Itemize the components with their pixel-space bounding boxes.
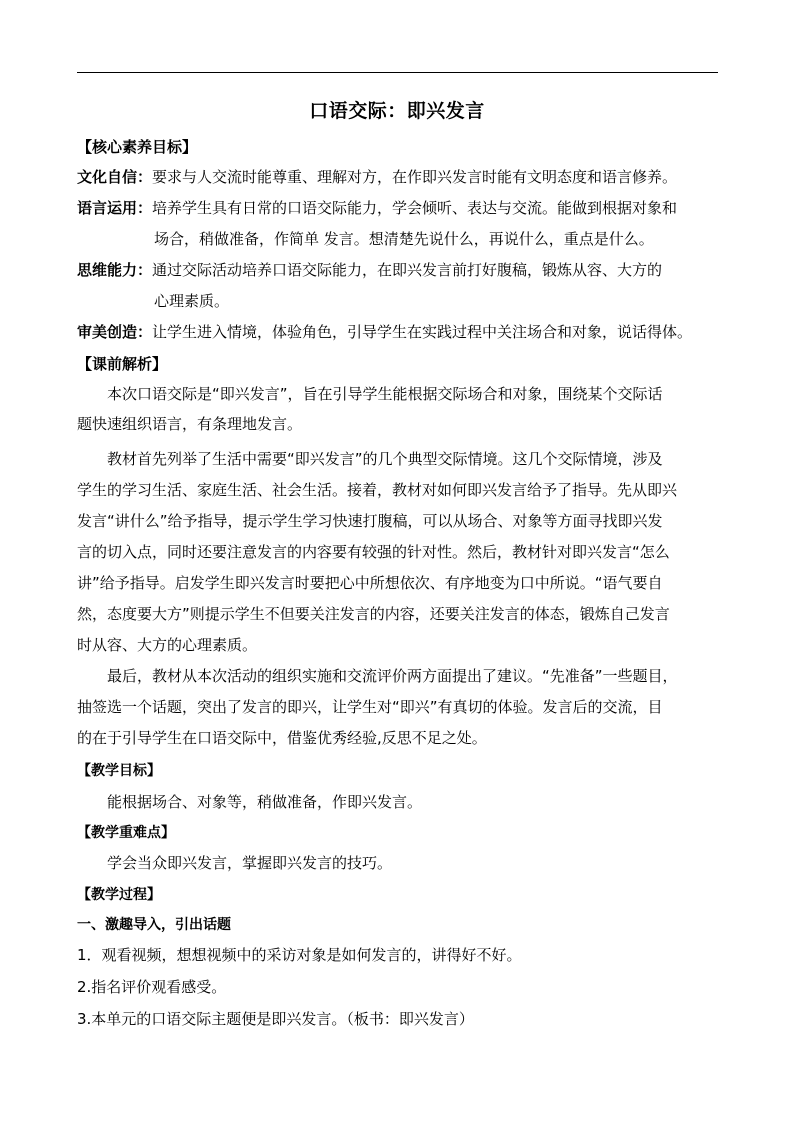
keypoints-text: 学会当众即兴发言，掌握即兴发言的技巧。 xyxy=(107,854,393,872)
goal-text-continued: 场合，稍做准备，作简单 发言。想清楚先说什么，再说什么，重点是什么。 xyxy=(154,230,654,248)
goal-label: 语言运用： xyxy=(77,199,153,217)
analysis-line: 抽签选一个话题，突出了发言的即兴，让学生对“即兴”有真切的体验。发言后的交流，目 xyxy=(77,698,663,716)
process-step-heading: 一、激趣导入，引出话题 xyxy=(77,917,231,933)
objective-text: 能根据场合、对象等，稍做准备，作即兴发言。 xyxy=(107,793,423,811)
goal-label: 思维能力： xyxy=(77,261,153,279)
goal-label: 文化自信： xyxy=(77,168,153,186)
goal-thinking xyxy=(77,260,662,280)
page-title: 口语交际：即兴发言 xyxy=(309,100,485,122)
analysis-line: 然，态度要大方”则提示学生不但要关注发言的内容，还要关注发言的体态，锻炼自己发言 xyxy=(77,605,670,623)
goal-aesthetic xyxy=(77,322,692,342)
analysis-line: 本次口语交际是“即兴发言”，旨在引导学生能根据交际场合和对象，围绕某个交际话 xyxy=(107,385,663,403)
process-item: 1．观看视频，想想视频中的采访对象是如何发言的，讲得好不好。 xyxy=(77,946,522,964)
analysis-line: 发言“讲什么”给予指导，提示学生学习快速打腹稿，可以从场合、对象等方面寻找即兴发 xyxy=(77,512,663,530)
goal-culture xyxy=(77,167,677,187)
goal-language xyxy=(77,198,677,218)
analysis-line: 讲”给予指导。启发学生即兴发言时要把心中所想依次、有序地变为口中所说。“语气要自 xyxy=(77,574,663,592)
analysis-line: 最后，教材从本次活动的组织实施和交流评价两方面提出了建议。“先准备”一些题目， xyxy=(107,667,678,685)
analysis-line: 题快速组织语言，有条理地发言。 xyxy=(77,415,303,433)
section-heading-process: 【教学过程】 xyxy=(77,887,161,903)
goal-label: 审美创造： xyxy=(77,323,153,341)
analysis-line: 学生的学习生活、家庭生活、社会生活。接着，教材对如何即兴发言给予了指导。先从即兴 xyxy=(77,481,678,499)
analysis-line: 的在于引导学生在口语交际中，借鉴优秀经验,反思不足之处。 xyxy=(77,729,487,747)
goal-text: 通过交际活动培养口语交际能力，在即兴发言前打好腹稿，锻炼从容、大方的 xyxy=(152,261,663,279)
goal-text: 培养学生具有日常的口语交际能力，学会倾听、表达与交流。能做到根据对象和 xyxy=(152,199,678,217)
analysis-line: 教材首先列举了生活中需要“即兴发言”的几个典型交际情境。这几个交际情境，涉及 xyxy=(107,450,663,468)
goal-text: 让学生进入情境，体验角色，引导学生在实践过程中关注场合和对象，说话得体。 xyxy=(152,323,693,341)
process-item: 3.本单元的口语交际主题便是即兴发言。（板书：即兴发言） xyxy=(77,1010,474,1028)
header-rule xyxy=(77,72,718,73)
analysis-line: 时从容、大方的心理素质。 xyxy=(77,636,258,654)
section-heading-keypoints: 【教学重难点】 xyxy=(77,825,175,841)
section-heading-core: 【核心素养目标】 xyxy=(77,138,198,156)
process-item: 2.指名评价观看感受。 xyxy=(77,978,227,996)
goal-text: 要求与人交流时能尊重、理解对方，在作即兴发言时能有文明态度和语言修养。 xyxy=(152,168,678,186)
goal-text-continued: 心理素质。 xyxy=(154,292,230,310)
analysis-line: 言的切入点，同时还要注意发言的内容要有较强的针对性。然后，教材针对即兴发言“怎么 xyxy=(77,543,670,561)
section-heading-analysis: 【课前解析】 xyxy=(77,355,168,373)
section-heading-objective: 【教学目标】 xyxy=(77,763,161,779)
